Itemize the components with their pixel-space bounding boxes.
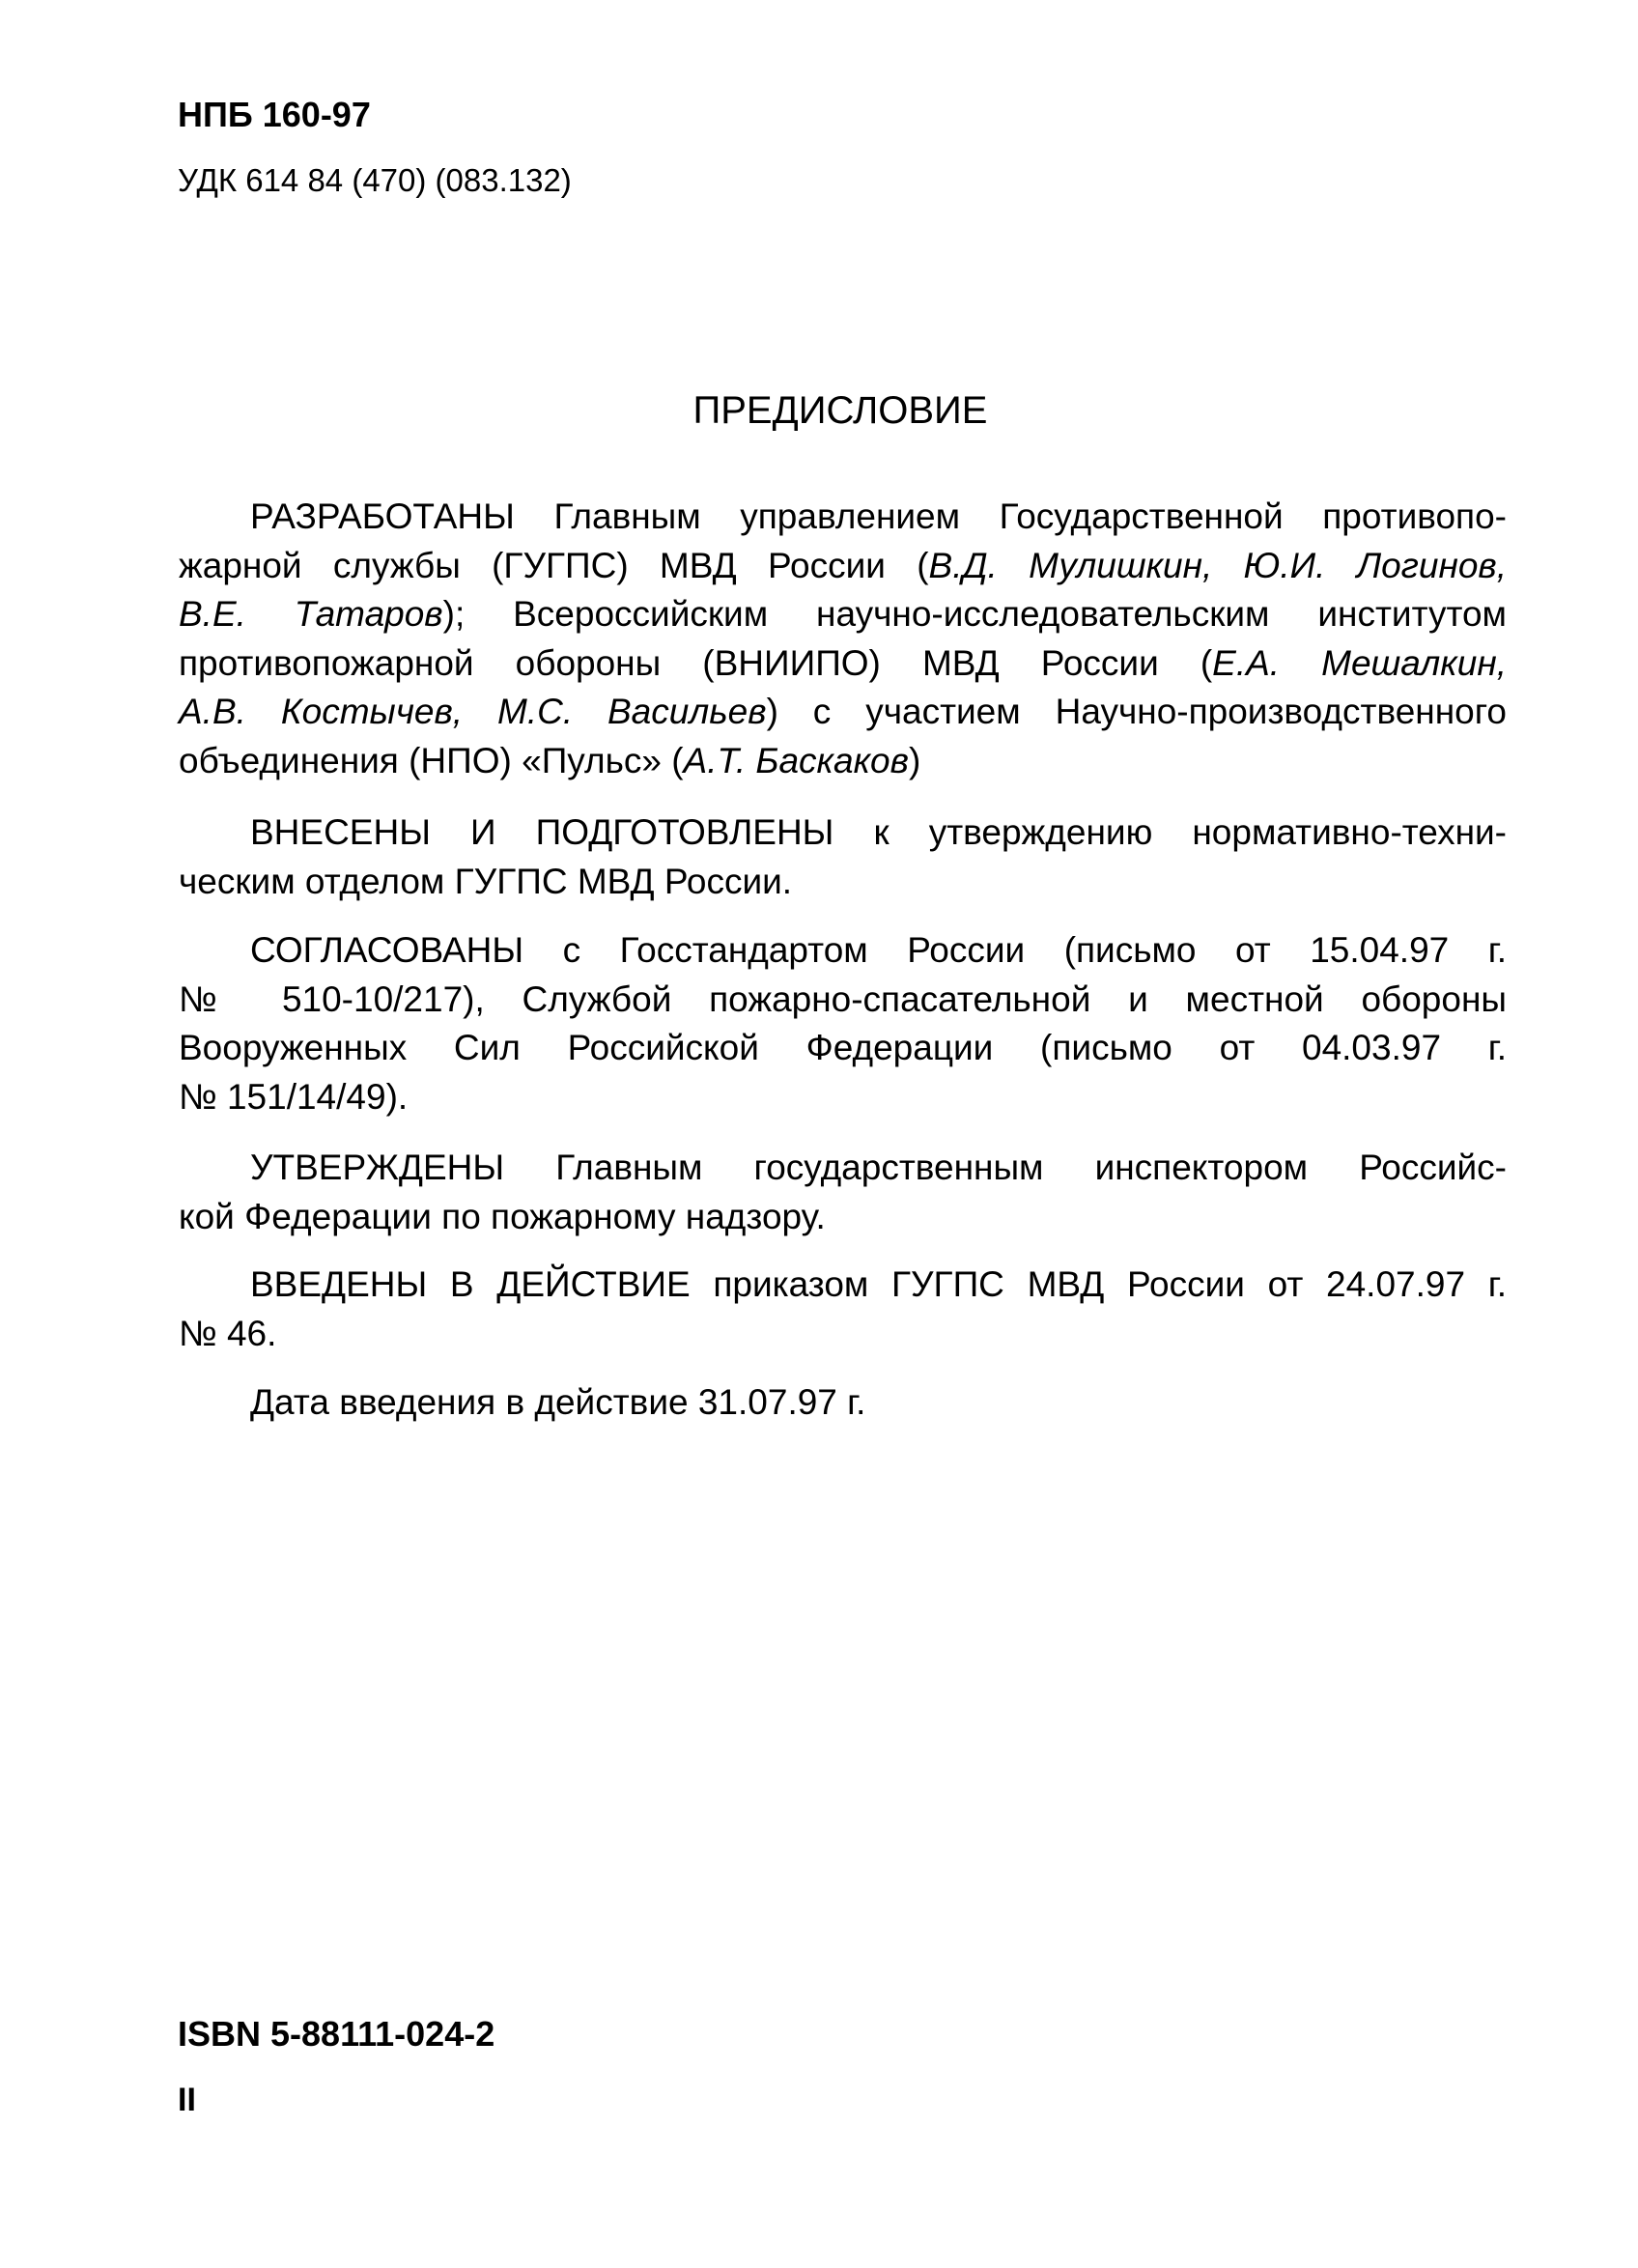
isbn: ISBN 5-88111-024-2 [178,2014,495,2054]
text-line [179,1261,1507,1310]
page-number: II [178,2082,196,2118]
text-segment: № 510-10/217), Службой пожарно-спасательной и местной обороны [179,978,1507,1019]
text-line [179,688,1507,737]
text-line [179,1378,1507,1428]
paragraph-developed-by [179,493,1507,785]
author-names: В.Д. Мулишкин, Ю.И. Логинов, [928,545,1507,585]
paragraph-agreed [179,926,1507,1121]
paragraph-effective-date [179,1378,1507,1428]
text-line [179,590,1507,639]
text-line [179,808,1507,858]
text-segment: ) с участием Научно-производственного [766,692,1507,731]
author-names: В.Е. Татаров [179,594,443,634]
text-line [179,493,1507,542]
text-segment: Дата введения в действие 31.07.97 г. [250,1382,866,1422]
paragraph-enacted [179,1261,1507,1358]
text-line [179,1310,1507,1359]
text-segment: ) [908,740,921,780]
author-names: А.В. Костычев, М.С. Васильев [179,692,767,731]
text-line [179,542,1507,591]
text-line [179,1144,1507,1193]
paragraph-submitted [179,808,1507,906]
text-segment: СОГЛАСОВАНЫ с Госстандартом России (письмо от 15.04.97 г. [250,930,1507,970]
text-segment: ); Всероссийским научно-исследовательским институтом [442,594,1507,634]
text-segment: № 46. [179,1313,277,1353]
text-segment: жарной службы (ГУГПС) МВД России ( [179,545,929,585]
author-names: А.Т. Баскаков [683,740,909,780]
paragraph-approved [179,1144,1507,1241]
text-line [179,1073,1507,1122]
author-names: Е.А. Мешалкин, [1212,642,1507,683]
text-line [179,858,1507,907]
text-segment: Вооруженных Сил Российской Федерации (письмо от 04.03.97 г. [179,1028,1507,1067]
text-segment: РАЗРАБОТАНЫ Главным управлением Государственной противопо- [250,496,1507,536]
text-segment: противопожарной обороны (ВНИИПО) МВД России ( [179,642,1213,683]
text-line [179,1193,1507,1242]
text-line [179,976,1507,1025]
udk-code: УДК 614 84 (470) (083.132) [178,162,572,198]
text-segment: кой Федерации по пожарному надзору. [179,1196,826,1236]
text-segment: УТВЕРЖДЕНЫ Главным государственным инспектором Российс- [250,1148,1507,1187]
page-title: ПРЕДИСЛОВИЕ [692,389,988,432]
document-code: НПБ 160-97 [178,95,371,134]
text-line [179,639,1507,689]
text-segment: ВНЕСЕНЫ И ПОДГОТОВЛЕНЫ к утверждению нормативно-техни- [250,812,1507,852]
text-line [179,926,1507,976]
text-segment: ческим отделом ГУГПС МВД России. [179,861,793,901]
text-segment: объединения (НПО) «Пульс» ( [179,740,684,780]
text-segment: ВВЕДЕНЫ В ДЕЙСТВИЕ приказом ГУГПС МВД России от 24.07.97 г. [250,1264,1507,1304]
text-segment: № 151/14/49). [179,1076,409,1117]
text-line [179,1024,1507,1073]
text-line [179,737,1507,786]
